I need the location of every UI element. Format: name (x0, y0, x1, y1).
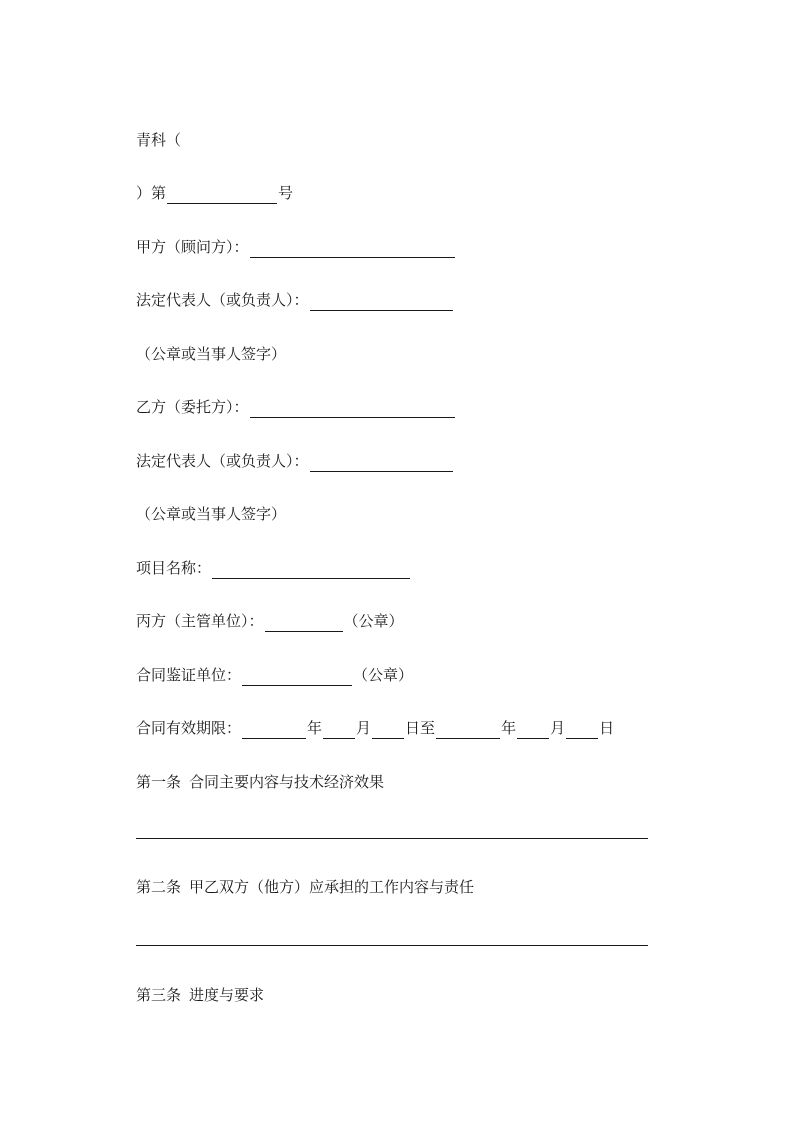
party-a-blank[interactable] (250, 240, 455, 258)
article-1-fill-line[interactable] (136, 838, 648, 839)
party-b-seal-note (136, 503, 286, 525)
article-2-number: 第二条 (136, 878, 182, 896)
start-year-blank[interactable] (242, 721, 306, 739)
contract-number-prefix (136, 129, 181, 151)
party-c-label: 丙方（主管单位）： (136, 612, 264, 630)
start-month-unit: 月 (356, 719, 372, 737)
end-month-unit: 月 (550, 719, 566, 737)
party-a-seal-text: （公章或当事人签字） (136, 345, 287, 363)
party-a-line (136, 236, 456, 258)
validity-period-label: 合同有效期限： (136, 719, 242, 737)
party-a-representative-blank[interactable] (310, 293, 453, 311)
validity-period-line (136, 717, 614, 739)
contract-number-blank[interactable] (167, 186, 277, 204)
party-a-representative-label: 法定代表人（或负责人）： (136, 291, 309, 309)
party-a-seal-note (136, 343, 286, 365)
end-month-blank[interactable] (517, 721, 549, 739)
start-day-blank[interactable] (372, 721, 404, 739)
notary-unit-seal: （公章） (353, 666, 414, 684)
contract-number-label: ）第 (136, 184, 167, 202)
contract-number-suffix: 号 (278, 184, 294, 202)
article-1-heading (136, 771, 384, 793)
project-name-blank[interactable] (212, 561, 410, 579)
party-b-blank[interactable] (250, 400, 455, 418)
party-b-representative-label: 法定代表人（或负责人）： (136, 452, 309, 470)
contract-number-prefix-text: 青科（ (136, 131, 182, 149)
end-day-unit: 日 (599, 719, 615, 737)
notary-unit-label: 合同鉴证单位： (136, 666, 242, 684)
article-1-number: 第一条 (136, 773, 182, 791)
party-c-seal: （公章） (343, 612, 404, 630)
party-a-representative-line (136, 289, 454, 311)
party-b-representative-line (136, 450, 454, 472)
notary-unit-line (136, 664, 413, 686)
end-year-blank[interactable] (436, 721, 500, 739)
article-2-title: 甲乙双方（他方）应承担的工作内容与责任 (189, 878, 475, 896)
party-b-representative-blank[interactable] (310, 454, 453, 472)
article-3-heading (136, 984, 264, 1006)
article-3-title: 进度与要求 (189, 986, 265, 1004)
end-year-unit: 年 (501, 719, 517, 737)
start-month-blank[interactable] (323, 721, 355, 739)
notary-unit-blank[interactable] (242, 668, 352, 686)
project-name-line (136, 557, 411, 579)
article-3-number: 第三条 (136, 986, 182, 1004)
project-name-label: 项目名称： (136, 559, 212, 577)
start-year-unit: 年 (307, 719, 323, 737)
party-b-line (136, 396, 456, 418)
article-1-title: 合同主要内容与技术经济效果 (189, 773, 385, 791)
article-2-heading (136, 876, 474, 898)
party-a-label: 甲方（顾问方）： (136, 238, 249, 256)
party-b-seal-text: （公章或当事人签字） (136, 505, 287, 523)
article-2-fill-line[interactable] (136, 945, 648, 946)
party-b-label: 乙方（委托方）： (136, 398, 249, 416)
contract-number-line (136, 182, 293, 204)
party-c-blank[interactable] (265, 614, 343, 632)
start-day-unit: 日至 (405, 719, 436, 737)
party-c-line (136, 610, 404, 632)
end-day-blank[interactable] (566, 721, 598, 739)
